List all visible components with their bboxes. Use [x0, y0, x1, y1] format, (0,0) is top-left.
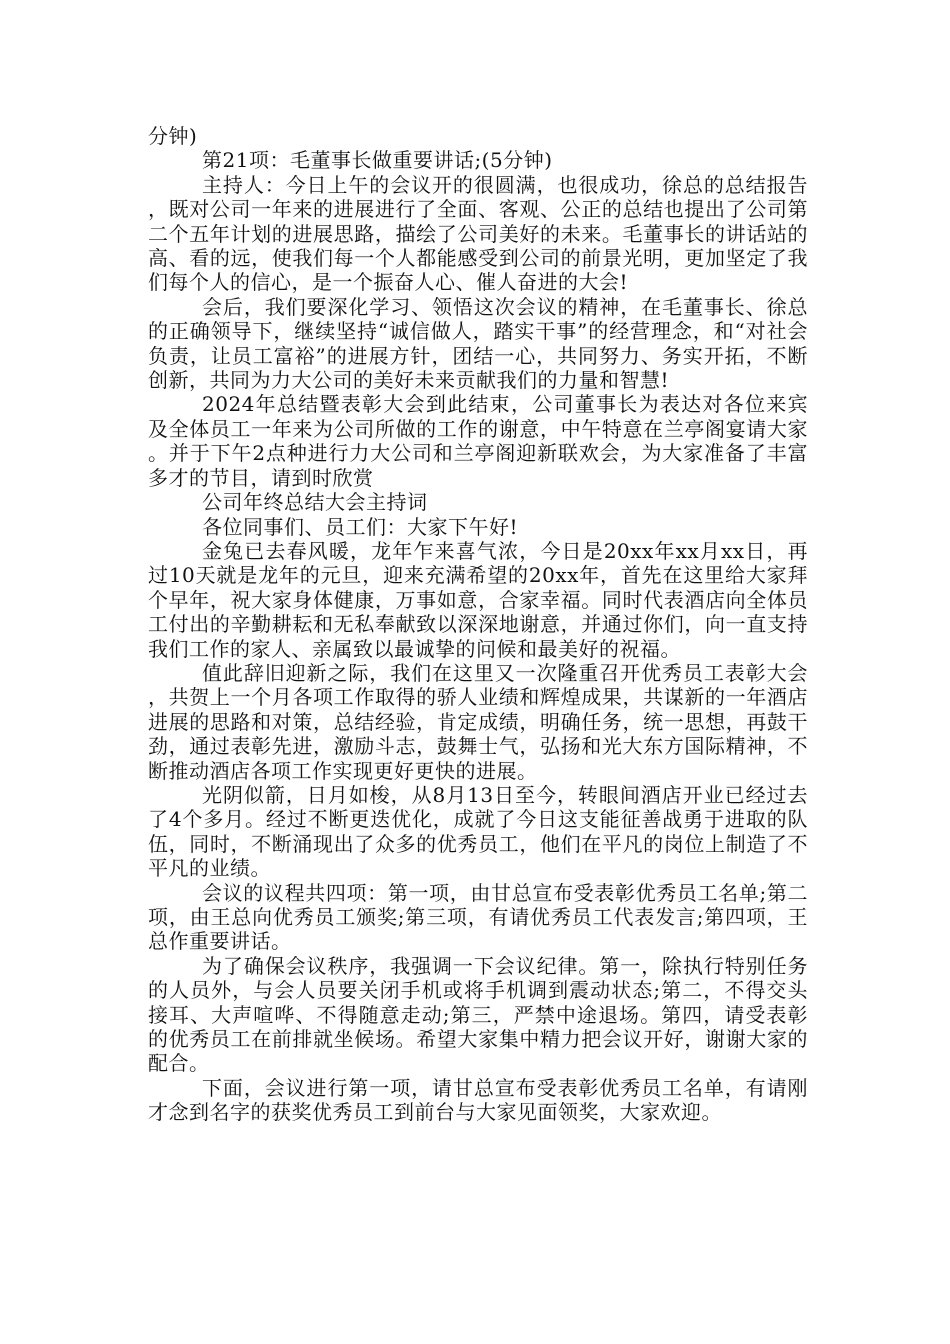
paragraph-time-passing: 光阴似箭，日月如梭，从8月13日至今，转眼间酒店开业已经过去了4个多月。经过不断更迭优化，成就了今日这支能征善战勇于进取的队伍，同时，不断涌现出了众多的优秀员工，他们在平凡的岗位上制造了不平凡的业绩。	[148, 782, 808, 881]
paragraph-greeting: 各位同事们、员工们：大家下午好!	[202, 514, 519, 539]
paragraph-award-meeting: 值此辞旧迎新之际，我们在这里又一次隆重召开优秀员工表彰大会，共贺上一个月各项工作取得的骄人业绩和辉煌成果，共谋新的一年酒店进展的思路和对策，总结经验，肯定成绩，明确任务，统一思想，再鼓干劲，通过表彰先进，激励斗志，鼓舞士气，弘扬和光大东方国际精神，不断推动酒店各项工作实现更好更快的进展。	[148, 660, 808, 783]
paragraph-new-year-wishes: 金兔已去春风暖，龙年乍来喜气浓，今日是20xx年xx月xx日，再过10天就是龙年的元旦，迎来充满希望的20xx年，首先在这里给大家拜个早年，祝大家身体健康，万事如意，合家幸福。同时代表酒店向全体员工付出的辛勤耕耘和无私奉献致以深深地谢意，并通过你们，向一直支持我们工作的家人、亲属致以最诚挚的问候和最美好的祝福。	[148, 538, 808, 661]
paragraph-continuation: 分钟)	[148, 124, 198, 148]
paragraph-after-meeting: 会后，我们要深化学习、领悟这次会议的精神，在毛董事长、徐总的正确领导下，继续坚持“诚信做人，踏实干事”的经营理念，和“对社会负责，让员工富裕”的进展方针，团结一心，共同努力、务实开拓，不断创新，共同为力大公司的美好未来贡献我们的力量和智慧!	[148, 294, 808, 393]
paragraph-host-remarks: 主持人：今日上午的会议开的很圆满，也很成功，徐总的总结报告，既对公司一年来的进展进行了全面、客观、公正的总结也提出了公司第二个五年计划的进展思路，描绘了公司美好的未来。毛董事长的讲话站的高、看的远，使我们每一个人都能感受到公司的前景光明，更加坚定了我们每个人的信心，是一个振奋人心、催人奋进的大会!	[148, 172, 808, 295]
paragraph-agenda: 会议的议程共四项：第一项，由甘总宣布受表彰优秀员工名单;第二项，由王总向优秀员工颁奖;第三项，有请优秀员工代表发言;第四项，王总作重要讲话。	[148, 880, 808, 954]
paragraph-meeting-rules: 为了确保会议秩序，我强调一下会议纪律。第一，除执行特别任务的人员外，与会人员要关闭手机或将手机调到震动状态;第二，不得交头接耳、大声喧哗、不得随意走动;第三，严禁中途退场。第四，请受表彰的优秀员工在前排就坐候场。希望大家集中精力把会议开好，谢谢大家的配合。	[148, 953, 808, 1076]
document-body	[148, 124, 808, 1125]
paragraph-agenda-item-21: 第21项：毛董事长做重要讲话;(5分钟)	[202, 148, 553, 173]
paragraph-first-item: 下面，会议进行第一项，请甘总宣布受表彰优秀员工名单，有请刚才念到名字的获奖优秀员工到前台与大家见面领奖，大家欢迎。	[148, 1075, 808, 1125]
paragraph-closing-announcement: 2024年总结暨表彰大会到此结束，公司董事长为表达对各位来宾及全体员工一年来为公司所做的工作的谢意，中午特意在兰亭阁宴请大家。并于下午2点种进行力大公司和兰亭阁迎新联欢会，为大家准备了丰富多才的节目，请到时欣赏	[148, 392, 808, 490]
section-title: 公司年终总结大会主持词	[202, 490, 428, 515]
